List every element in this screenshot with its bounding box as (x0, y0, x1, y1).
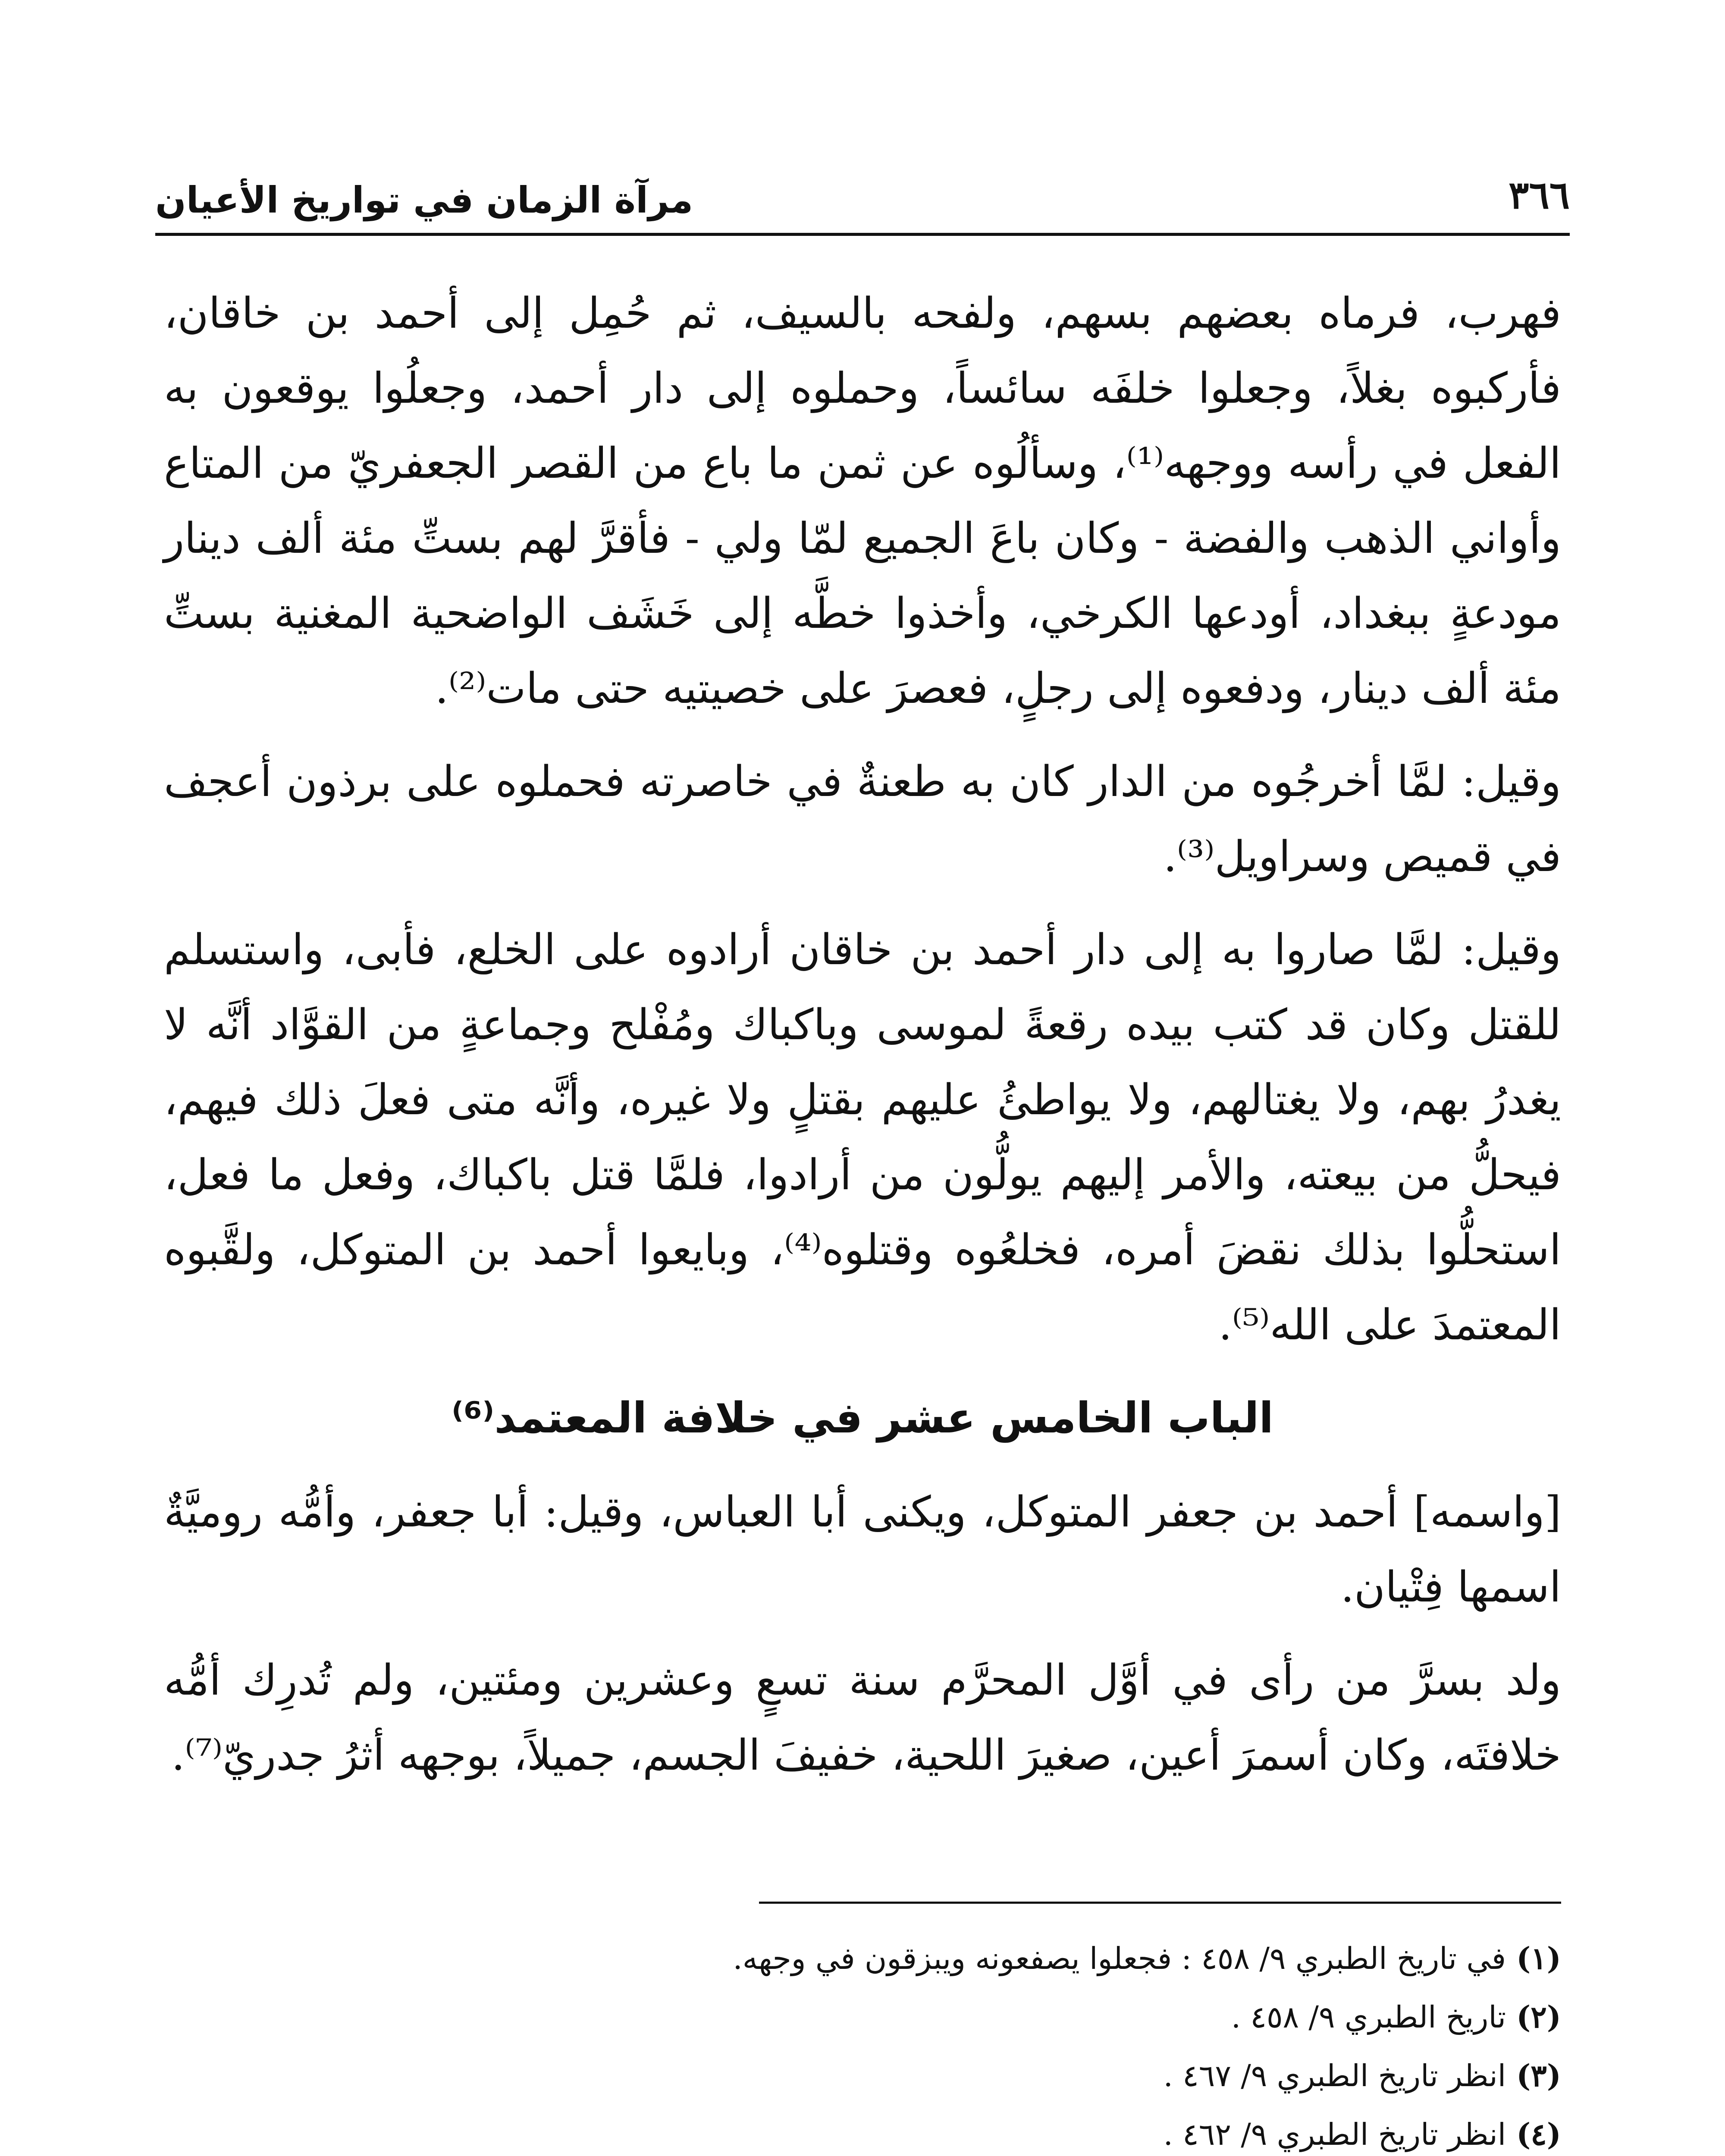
footnote-number: (٢) (1516, 1999, 1561, 2035)
running-title: مرآة الزمان في تواريخ الأعيان (155, 179, 693, 221)
paragraph: ولد بسرَّ من رأى في أوَّل المحرَّم سنة تسعٍ وعشرين ومئتين، ولم تُدرِك أمُّه خلافتَه، وكان أسمرَ أعين، صغيرَ اللحية، خفيفَ الجسم، جميلاً، بوجهه أثرُ جدريّ⁽⁷⁾. (164, 1656, 1561, 1780)
paragraph: وقيل: لمَّا صاروا به إلى دار أحمد بن خاقان أرادوه على الخلع، فأبى، واستسلم للقتل وكان قد كتب بيده رقعةً لموسى وباكباك ومُفْلح وجماعةٍ من القوَّاد أنَّه لا يغدرُ بهم، ولا يغتالهم، ولا يواطئُ عليهم بقتلٍ ولا غيره، وأنَّه متى فعلَ ذلك فيهم، فيحلُّ من بيعته، والأمر إليهم يولُّون من أرادوا، فلمَّا قتل باكباك، وفعل ما فعل، استحلُّوا بذلك نقضَ أمره، فخلعُوه وقتلوه⁽⁴⁾، وبايعوا أحمد بن المتوكل، ولقَّبوه المعتمدَ على الله⁽⁵⁾. (164, 925, 1561, 1350)
chapter-heading: الباب الخامس عشر في خلافة المعتمد⁽⁶⁾ (452, 1394, 1273, 1443)
page-number: ٣٦٦ (1509, 172, 1570, 217)
footnote (164, 2108, 1561, 2156)
footnote-text: انظر تاريخ الطبري ٩/ ٤٦٢ . (1163, 2117, 1506, 2152)
page-header (155, 155, 1570, 236)
footnote-number: (١) (1516, 1940, 1561, 1976)
footnote (164, 1990, 1561, 2044)
footnote-text: انظر تاريخ الطبري ٩/ ٤٦٧ . (1163, 2058, 1506, 2093)
footnote-number: (٤) (1516, 2116, 1561, 2152)
paragraph: فهرب، فرماه بعضهم بسهم، ولفحه بالسيف، ثم حُمِل إلى أحمد بن خاقان، فأركبوه بغلاً، وجعلوا خلفَه سائساً، وحملوه إلى دار أحمد، وجعلُوا يوقعون به الفعل في رأسه ووجهه⁽¹⁾، وسألُوه عن ثمن ما باع من القصر الجعفريّ من المتاع وأواني الذهب والفضة - وكان باعَ الجميع لمّا ولي - فأقرَّ لهم بستِّ مئة ألف دينار مودعةٍ ببغداد، أودعها الكرخي، وأخذوا خطَّه إلى خَشَف الواضحية المغنية بستِّ مئة ألف دينار، ودفعوه إلى رجلٍ، فعصرَ على خصيتيه حتى مات⁽²⁾. (164, 289, 1561, 713)
main-text (164, 276, 1561, 1811)
footnote (164, 2049, 1561, 2103)
footnote-text: في تاريخ الطبري ٩/ ٤٥٨ : فجعلوا يصفعونه ويبزقون في وجهه. (733, 1941, 1506, 1976)
footnote (164, 1932, 1561, 1985)
paragraph: [واسمه] أحمد بن جعفر المتوكل، ويكنى أبا العباس، وقيل: أبا جعفر، وأمُّه روميَّةٌ اسمها فِتْيان. (164, 1488, 1561, 1612)
footnote-text: تاريخ الطبري ٩/ ٤٥٨ . (1231, 1999, 1506, 2035)
footnotes (164, 1932, 1561, 2156)
paragraph: وقيل: لمَّا أخرجُوه من الدار كان به طعنةٌ في خاصرته فحملوه على برذون أعجف في قميص وسراويل⁽³⁾. (164, 757, 1561, 881)
footnote-number: (٣) (1516, 2058, 1561, 2093)
footnote-separator (759, 1902, 1561, 1904)
